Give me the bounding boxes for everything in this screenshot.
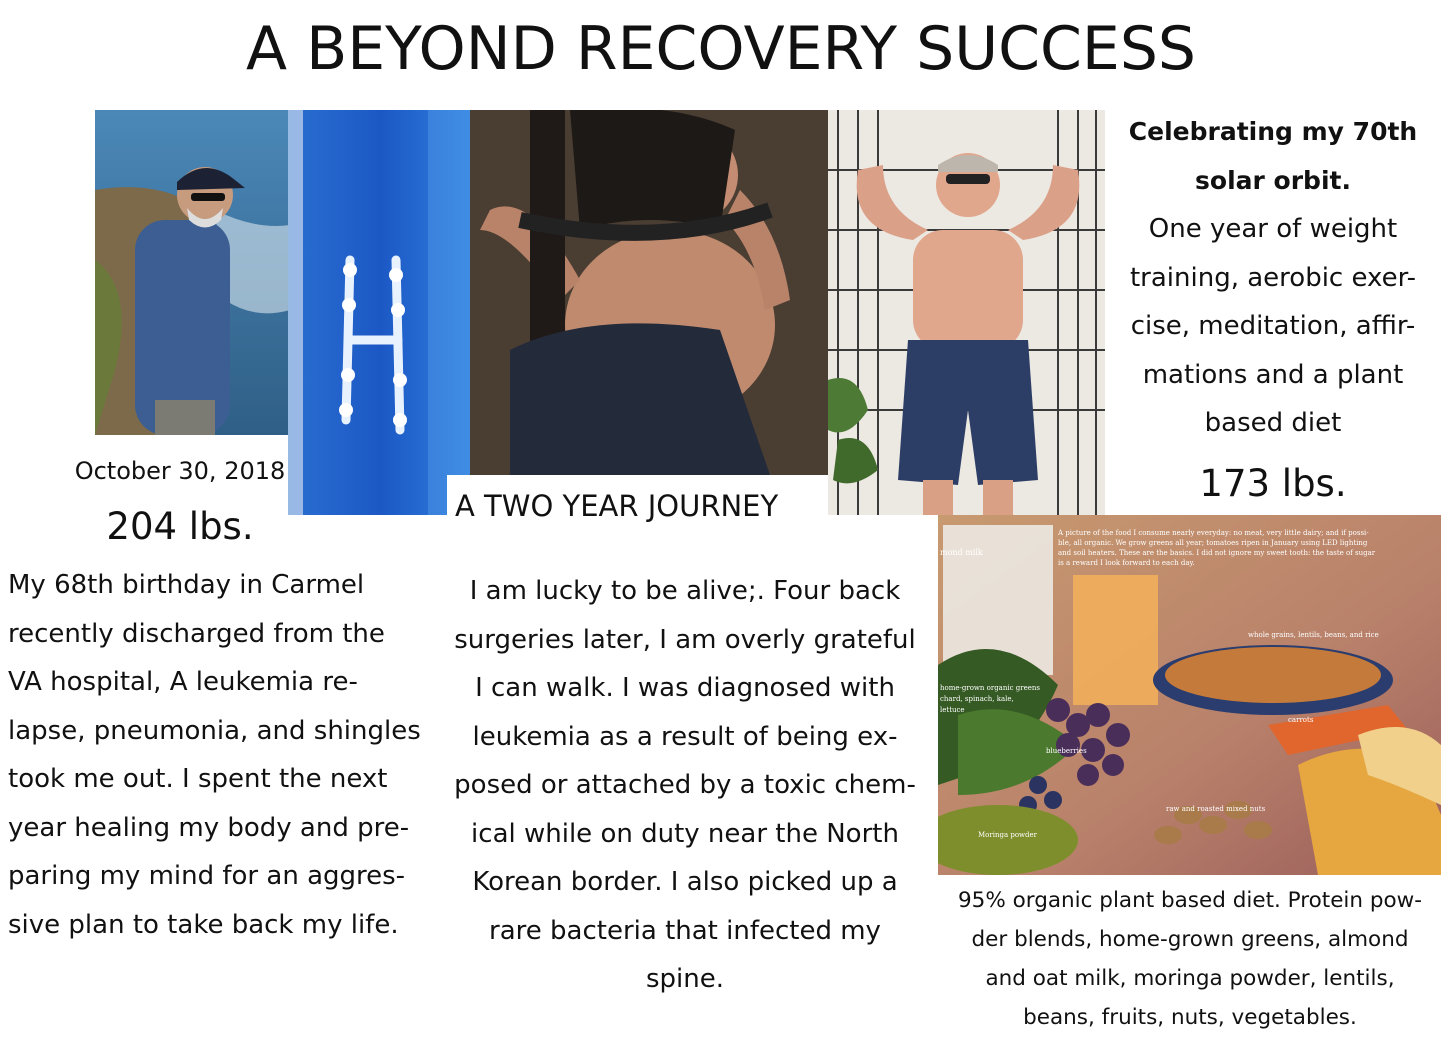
photo-exercise-machine xyxy=(470,110,830,475)
food-label-greens: lettuce xyxy=(940,706,965,714)
food-caption-line: beans, fruits, nuts, vegetables. xyxy=(1023,1005,1357,1030)
middle-story-line: I can walk. I was diagnosed with xyxy=(475,673,895,703)
left-story-line: year healing my body and pre- xyxy=(8,812,410,843)
right-story-line: One year of weight xyxy=(1148,214,1398,244)
food-label-carrots: carrots xyxy=(1288,716,1314,724)
right-heading-line: Celebrating my 70th xyxy=(1128,117,1418,146)
middle-story-line: posed or attached by a toxic chem- xyxy=(454,770,916,800)
left-weight: 204 lbs. xyxy=(106,505,254,548)
right-story xyxy=(1112,108,1434,448)
left-story-line: took me out. I spent the next xyxy=(8,764,388,794)
left-story-line: paring my mind for an aggres- xyxy=(8,861,406,891)
middle-story-line: surgeries later, I am overly grateful xyxy=(454,624,916,655)
left-date: October 30, 2018 xyxy=(74,457,286,485)
left-story-line: VA hospital, A leukemia re- xyxy=(8,667,358,697)
middle-story-line: spine. xyxy=(645,964,724,994)
journey-heading: A TWO YEAR JOURNEY xyxy=(455,489,779,523)
right-story-line: cise, meditation, affir- xyxy=(1130,311,1416,341)
food-caption xyxy=(940,881,1440,1037)
food-label-greens: chard, spinach, kale, xyxy=(940,695,1014,703)
middle-story-line: rare bacteria that infected my xyxy=(489,915,881,946)
photo-spine-xray xyxy=(288,110,473,515)
middle-story-line: leukemia as a result of being ex- xyxy=(472,721,898,752)
food-note-text: ble, all organic. We grow greens all year; tomatoes ripen in January using LED lighting xyxy=(1058,539,1368,547)
middle-story-line: Korean border. I also picked up a xyxy=(472,867,898,897)
left-story-line: My 68th birthday in Carmel xyxy=(8,570,365,600)
food-caption-line: 95% organic plant based diet. Protein pow- xyxy=(957,888,1423,913)
left-story-line: lapse, pneumonia, and shingles xyxy=(8,715,421,746)
right-story-line: training, aerobic exer- xyxy=(1129,262,1417,293)
right-story-line: based diet xyxy=(1204,408,1342,438)
food-label-blueberries: blueberries xyxy=(1046,747,1087,755)
food-note-text: is a reward I look forward to each day. xyxy=(1058,559,1195,567)
food-label-grains: whole grains, lentils, beans, and rice xyxy=(1248,631,1379,639)
right-weight: 173 lbs. xyxy=(1199,462,1347,505)
food-caption-line: der blends, home-grown greens, almond xyxy=(971,927,1409,952)
photo-carmel-ocean xyxy=(95,110,290,435)
left-story xyxy=(8,561,438,949)
page-title: A BEYOND RECOVERY SUCCESS xyxy=(245,14,1196,84)
left-story-line: sive plan to take back my life. xyxy=(8,909,399,940)
food-label-greens: home-grown organic greens xyxy=(940,684,1040,692)
food-note-text: A picture of the food I consume nearly everyday: no meat, very little dairy; and if possi- xyxy=(1058,529,1369,537)
middle-story-line: ical while on duty near the North xyxy=(471,818,899,849)
photo-flexing xyxy=(828,110,1105,515)
food-label-nuts: raw and roasted mixed nuts xyxy=(1166,805,1266,813)
journey-heading-box xyxy=(447,475,822,523)
food-label-milk: mond milk xyxy=(940,548,983,557)
left-story-line: recently discharged from the xyxy=(8,618,385,649)
middle-story-line: I am lucky to be alive;. Four back xyxy=(469,576,901,606)
right-heading-line: solar orbit. xyxy=(1195,165,1351,195)
middle-story xyxy=(440,567,930,1004)
right-story-line: mations and a plant xyxy=(1142,359,1404,390)
photo-plant-based-food xyxy=(938,515,1441,875)
food-note-text: and soil heaters. These are the basics. I did not ignore my sweet tooth: the taste of sugar xyxy=(1058,549,1376,557)
food-caption-line: and oat milk, moringa powder, lentils, xyxy=(985,966,1395,991)
food-label-moringa: Moringa powder xyxy=(978,831,1038,839)
